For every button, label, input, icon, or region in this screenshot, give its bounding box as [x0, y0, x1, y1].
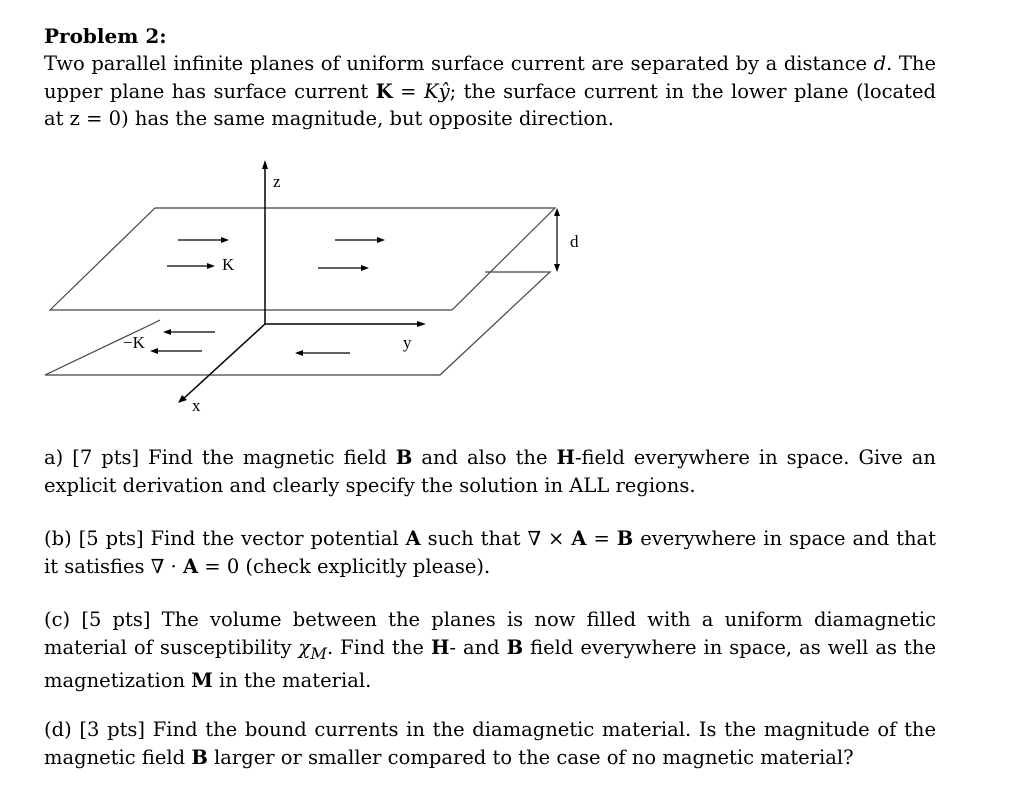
part-b: (b) [5 pts] Find the vector potential A such that ∇ × A = B everywhere in space and that it satisfies ∇ · A = 0 (check explicitly please). [44, 527, 936, 578]
label-minus-K: −K [123, 333, 145, 352]
label-y: y [403, 333, 412, 352]
problem-title: Problem 2: [44, 24, 167, 48]
part-c: (c) [5 pts] The volume between the planes is now filled with a uniform diamagnetic material of susceptibility $\chi_M$. Find the H- and B field everywhere in space, as well as the magnetization M in the material. [44, 608, 936, 692]
label-x: x [192, 396, 201, 415]
part-d: (d) [3 pts] Find the bound currents in the diamagnetic material. Is the magnitude of the magnetic field B larger or smaller compared to the case of no magnetic material? [44, 718, 936, 769]
label-K: K [222, 255, 235, 274]
label-z: z [273, 172, 281, 191]
upper-plane [50, 208, 555, 310]
problem-intro: Two parallel infinite planes of uniform surface current are separated by a distance d. The upper plane has surface current K = Kŷ; the surface current in the lower plane (located at z = 0) has the same magnitude, but opposite direction. [44, 52, 936, 130]
part-a: a) [7 pts] Find the magnetic field B and also the H-field everywhere in space. Give an explicit derivation and clearly specify the solution in ALL regions. [44, 446, 936, 497]
label-d: d [570, 232, 579, 251]
current-planes-diagram [0, 150, 1024, 420]
x-axis [182, 324, 265, 400]
